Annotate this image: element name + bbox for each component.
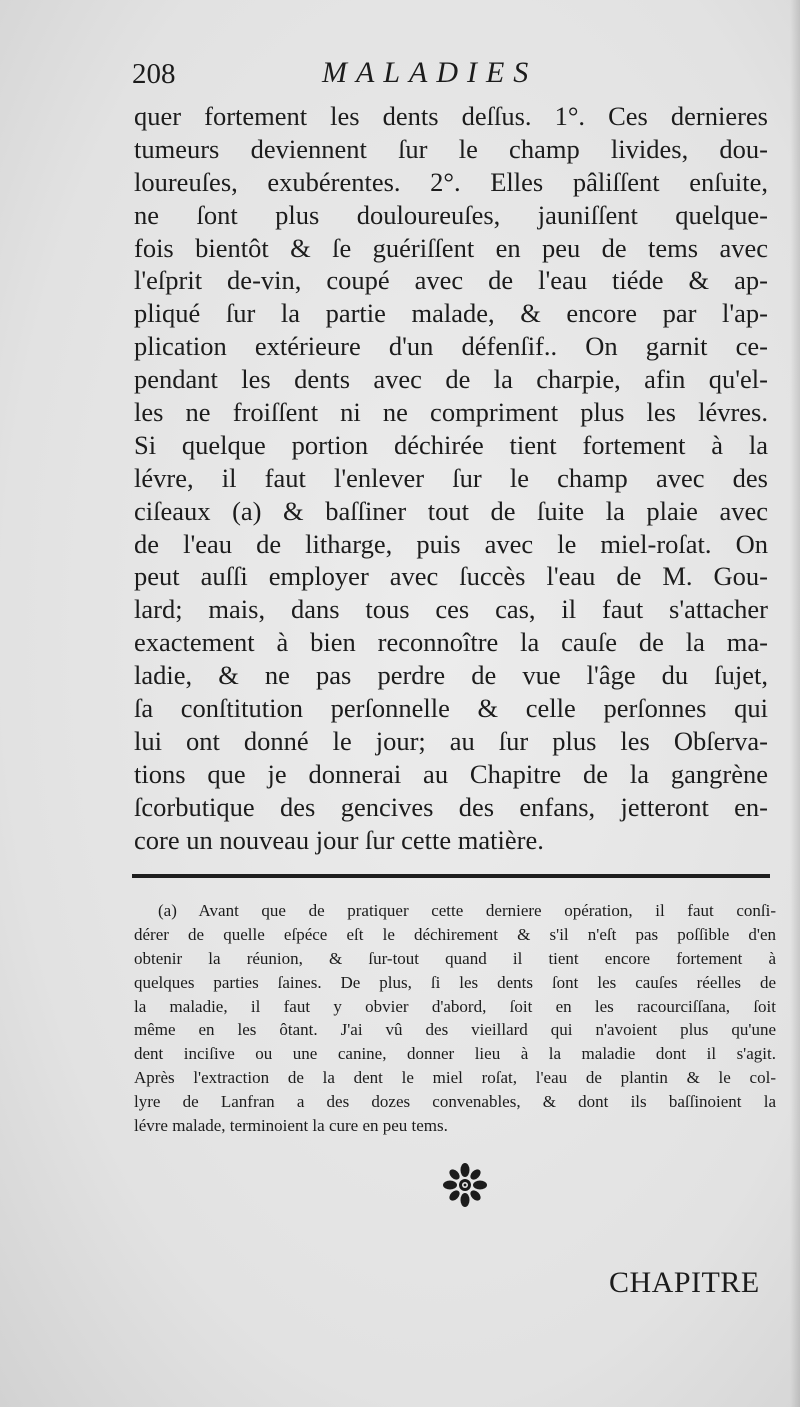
text-line: core un nouveau jour ſur cette matière.: [134, 824, 544, 855]
text-line: de l'eau de litharge, puis avec le miel-roſat. On: [134, 528, 768, 559]
text-line: fois bientôt & ſe guériſſent en peu de tems avec: [134, 232, 768, 263]
text-line: tumeurs deviennent ſur le champ livides, dou-: [134, 133, 768, 164]
footnote-line: obtenir la réunion, & ſur-tout quand il tient encore fortement à: [134, 948, 776, 968]
text-line: peut auſſi employer avec ſuccès l'eau de M. Gou-: [134, 561, 768, 592]
text-line: lard; mais, dans tous ces cas, il faut s'attacher: [134, 594, 768, 625]
running-head: MALADIES: [322, 56, 538, 89]
footnote-line: quelques parties ſaines. De plus, ſi les dents ſont les cauſes réelles de: [134, 972, 776, 992]
text-line: ſcorbutique des gencives des enfans, jetteront en-: [134, 791, 768, 822]
text-line: plication extérieure d'un défenſif.. On garnit ce-: [134, 331, 768, 362]
floral-ornament-icon: [442, 1162, 488, 1208]
text-line: lui ont donné le jour; au ſur plus les Obſerva-: [134, 725, 768, 756]
footnote-divider: [132, 874, 770, 878]
page-header: [132, 58, 592, 100]
text-line: ſa conſtitution perſonnelle & celle perſonnes qui: [134, 693, 768, 724]
footnote-line: lévre malade, terminoient la cure en peu tems.: [134, 1116, 448, 1136]
text-line: pliqué ſur la partie malade, & encore par l'ap-: [134, 298, 768, 329]
text-line: ciſeaux (a) & baſſiner tout de ſuite la plaie avec: [134, 495, 768, 526]
text-line: les ne froiſſent ni ne compriment plus les lévres.: [134, 397, 768, 428]
text-line: ladie, & ne pas perdre de vue l'âge du ſujet,: [134, 660, 768, 691]
footnote-line: Après l'extraction de la dent le miel roſat, l'eau de plantin & le col-: [134, 1068, 776, 1088]
footnote-line: la maladie, il faut y obvier d'abord, ſoit en les racourciſſana, ſoit: [134, 996, 776, 1016]
text-line: tions que je donnerai au Chapitre de la gangrène: [134, 758, 768, 789]
footnote-line: dent inciſive ou une canine, donner lieu à la maladie dont il s'agit.: [134, 1044, 776, 1064]
text-line: lévre, il faut l'enlever ſur le champ avec des: [134, 462, 768, 493]
page-edge-shadow: [790, 0, 800, 1407]
page-number: 208: [132, 58, 176, 90]
footnote-line: dérer de quelle eſpéce eſt le déchirement & s'il n'eſt pas poſſible d'en: [134, 924, 776, 944]
catchword: CHAPITRE: [609, 1266, 760, 1299]
text-line: exactement à bien reconnoître la cauſe de la ma-: [134, 627, 768, 658]
footnote-line: (a) Avant que de pratiquer cette derniere opération, il faut conſi-: [158, 901, 776, 920]
text-line: quer fortement les dents deſſus. 1°. Ces dernieres: [134, 101, 768, 131]
text-line: ne ſont plus douloureuſes, jauniſſent quelque-: [134, 199, 768, 230]
text-line: loureuſes, exubérentes. 2°. Elles pâliſſent enſuite,: [134, 166, 768, 197]
footnote-line: même en les ôtant. J'ai vû des vieillard qui n'avoient plus qu'une: [134, 1020, 776, 1040]
footnote: [134, 899, 776, 1138]
text-line: Si quelque portion déchirée tient fortement à la: [134, 429, 768, 460]
text-line: l'eſprit de-vin, coupé avec de l'eau tiéde & ap-: [134, 265, 768, 296]
text-line: pendant les dents avec de la charpie, afin qu'el-: [134, 364, 768, 395]
main-text: [134, 100, 768, 856]
footnote-line: lyre de Lanfran a des dozes convenables, & dont ils baſſinoient la: [134, 1092, 776, 1112]
